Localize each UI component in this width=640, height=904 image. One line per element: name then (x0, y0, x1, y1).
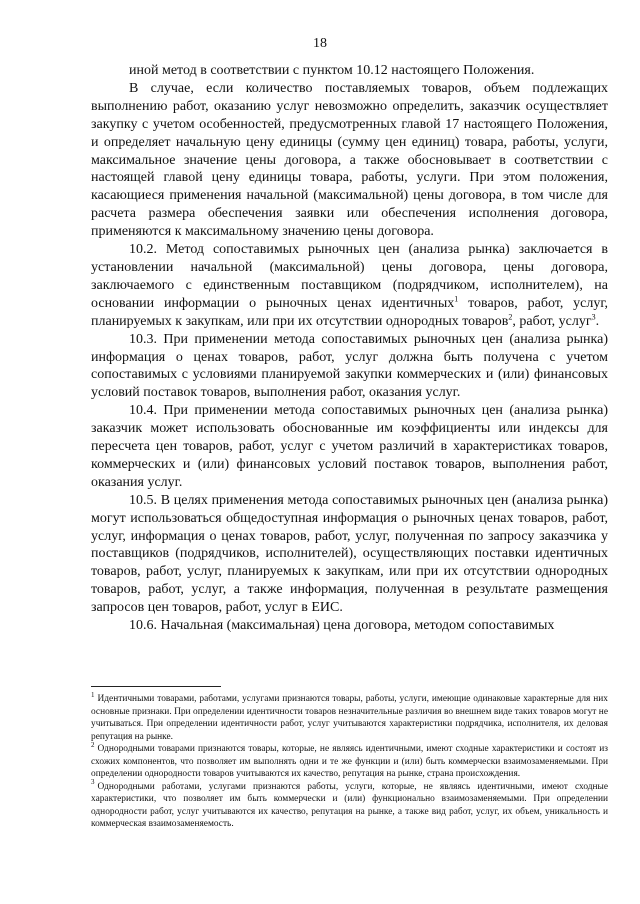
footnote-ref-3: 3 (591, 312, 596, 322)
body-text (91, 62, 608, 635)
footnote-ref-2: 2 (508, 312, 513, 322)
page-number: 18 (313, 36, 327, 51)
paragraph-price-unit: В случае, если количество поставляемых товаров, объем подлежащих выполнению работ, оказанию услуг невозможно определить, заказчик осуществляет закупку с учетом особенностей, предусмотренных главой 17 настоящего Положения, и определяет начальную цену единицы (сумму цен единиц) товара, работы, услуги, максимальное значение цены договора, а также обосновывает в соответствии с настоящей главой цену единицы товара, работы, услуги. При этом положения, касающиеся применения начальной (максимальной) цены договора, в том числе для расчета размера обеспечения заявки или обеспечения исполнения договора, применяются к максимальному значению цены договора. (91, 80, 608, 240)
footnote-3-mark: 3 (91, 778, 95, 787)
footnote-divider (91, 686, 221, 687)
paragraph-continuation: иной метод в соответствии с пунктом 10.12 настоящего Положения. (129, 63, 535, 78)
paragraph-10-4: 10.4. При применении метода сопоставимых рыночных цен (анализа рынка) заказчик может использовать обоснованные им коэффициенты или индексы для пересчета цен товаров, работ, услуг с учетом различий в характеристиках товаров, коммерческих и (или) финансовых условий поставок товаров, выполнения работ, оказания услуг. (91, 403, 608, 490)
footnote-ref-1: 1 (454, 294, 459, 304)
paragraph-10-2-part-a: 10.2. Метод сопоставимых рыночных цен (анализа рынка) заключается в установлении начальной (максимальной) цены договора, цены договора, заключаемого с единственным поставщиком (подрядчиком, исполнителем), на основании информации о рыночных ценах идентичных (91, 242, 608, 311)
footnote-3-text: Однородными работами, услугами признаются работы, услуги, которые, не являясь идентичными, имеют сходные характеристики, что позволяет им быть коммерчески и (или) функционально взаимозаменяемыми. При определении однородности работ, услуг учитываются их качество, репутация на рынке, а также вид работ, услуг, их объем, уникальность и коммерческая взаимозаменяемость. (91, 781, 608, 829)
footnote-2-text: Однородными товарами признаются товары, которые, не являясь идентичными, имеют сходные характеристики и состоят из схожих компонентов, что позволяет им выполнять одни и те же функции и (или) быть коммерчески взаимозаменяемыми. При определении однородности товаров учитываются их качество, репутация на рынке, страна происхождения. (91, 744, 608, 779)
footnote-1-mark: 1 (91, 690, 95, 699)
footnote-1-text: Идентичными товарами, работами, услугами признаются товары, работы, услуги, имеющие одинаковые характерные для них основные признаки. При определении идентичности товаров незначительные различия во внешнем виде таких товаров могут не учитываться. При определении идентичности работ, услуг учитываются характеристики подрядчика, исполнителя, их деловая репутация на рынке. (91, 694, 608, 742)
footnote-1 (91, 690, 608, 743)
paragraph-10-3: 10.3. При применении метода сопоставимых рыночных цен (анализа рынка) информация о ценах товаров, работ, услуг должна быть получена с учетом сопоставимых с условиями планируемой закупки коммерческих и (или) финансовых условий поставок товаров, выполнения работ, оказания услуг. (91, 331, 608, 401)
paragraph-10-6: 10.6. Начальная (максимальная) цена договора, методом сопоставимых (129, 618, 555, 634)
footnote-2 (91, 740, 608, 781)
paragraph-10-5: 10.5. В целях применения метода сопоставимых рыночных цен (анализа рынка) могут использоваться общедоступная информация о рыночных ценах товаров, работ, услуг, информация о ценах товаров, работ, услуг, полученная по запросу заказчика у поставщиков (подрядчиков, исполнителей), осуществляющих поставки идентичных товаров, работ, услуг, планируемых к закупкам, или при их отсутствии однородных товаров, работ, услуг, а также информация, полученная в результате размещения запросов цен товаров, работ, услуг в ЕИС. (91, 492, 608, 616)
paragraph-10-2-part-b: товаров, работ, услуг, планируемых к закупкам, или при их отсутствии однородных товаров (91, 295, 608, 329)
paragraph-10-2-part-d: . (595, 313, 600, 329)
footnote-3 (91, 778, 608, 831)
footnote-2-mark: 2 (91, 740, 95, 749)
paragraph-10-2-part-c: , работ, услуг (512, 313, 592, 329)
paragraph-10-2 (91, 241, 608, 331)
footnotes (91, 690, 608, 831)
